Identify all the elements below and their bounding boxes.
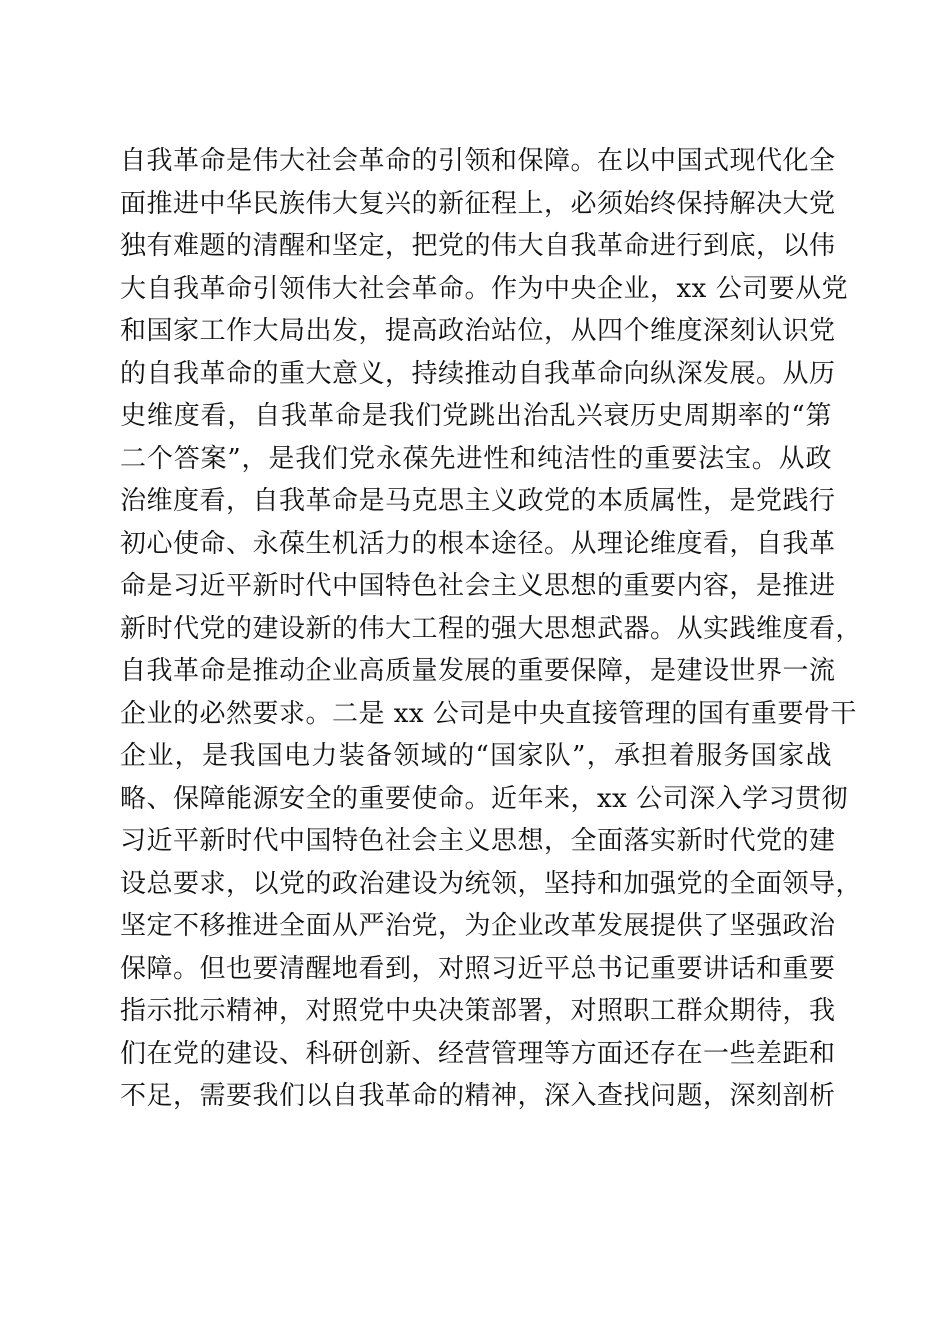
text-line: 史维度看，自我革命是我们党跳出治乱兴衰历史周期率的“第 (120, 401, 832, 431)
text-line: 保障。但也要清醒地看到，对照习近平总书记重要讲话和重要 (120, 953, 836, 984)
text-line: 二个答案”，是我们党永葆先进性和纯洁性的重要法宝。从政 (120, 443, 832, 474)
text-line: 自我革命是伟大社会革命的引领和保障。在以中国式现代化全 (120, 146, 836, 176)
document-body (120, 140, 863, 1118)
text-line: 不足，需要我们以自我革命的精神，深入查找问题，深刻剖析 (120, 1081, 836, 1111)
text-line: 自我革命是推动企业高质量发展的重要保障，是建设世界一流 (120, 656, 836, 686)
text-line: 企业的必然要求。二是 xx 公司是中央直接管理的国有重要骨干 (120, 698, 857, 729)
text-line: 治维度看，自我革命是马克思主义政党的本质属性，是党践行 (120, 486, 836, 516)
text-line: 新时代党的建设新的伟大工程的强大思想武器。从实践维度看， (120, 613, 863, 644)
text-line: 略、保障能源安全的重要使命。近年来，xx 公司深入学习贯彻 (120, 783, 849, 814)
text-line: 设总要求，以党的政治建设为统领，坚持和加强党的全面领导， (120, 868, 863, 899)
text-line: 大自我革命引领伟大社会革命。作为中央企业，xx 公司要从党 (120, 273, 849, 304)
text-line: 面推进中华民族伟大复兴的新征程上，必须始终保持解决大党 (120, 188, 836, 219)
text-line: 独有难题的清醒和坚定，把党的伟大自我革命进行到底，以伟 (120, 231, 836, 261)
text-line: 坚定不移推进全面从严治党，为企业改革发展提供了坚强政治 (120, 911, 836, 941)
text-line: 企业，是我国电力装备领域的“国家队”，承担着服务国家战 (120, 741, 832, 771)
text-line: 的自我革命的重大意义，持续推动自我革命向纵深发展。从历 (120, 358, 836, 389)
text-line: 习近平新时代中国特色社会主义思想，全面落实新时代党的建 (120, 826, 836, 856)
text-line: 和国家工作大局出发，提高政治站位，从四个维度深刻认识党 (120, 316, 836, 346)
text-line: 命是习近平新时代中国特色社会主义思想的重要内容，是推进 (120, 571, 836, 601)
text-line: 初心使命、永葆生机活力的根本途径。从理论维度看，自我革 (120, 528, 836, 559)
text-line: 指示批示精神，对照党中央决策部署，对照职工群众期待，我 (120, 996, 836, 1026)
text-line: 们在党的建设、科研创新、经营管理等方面还存在一些差距和 (120, 1038, 836, 1069)
